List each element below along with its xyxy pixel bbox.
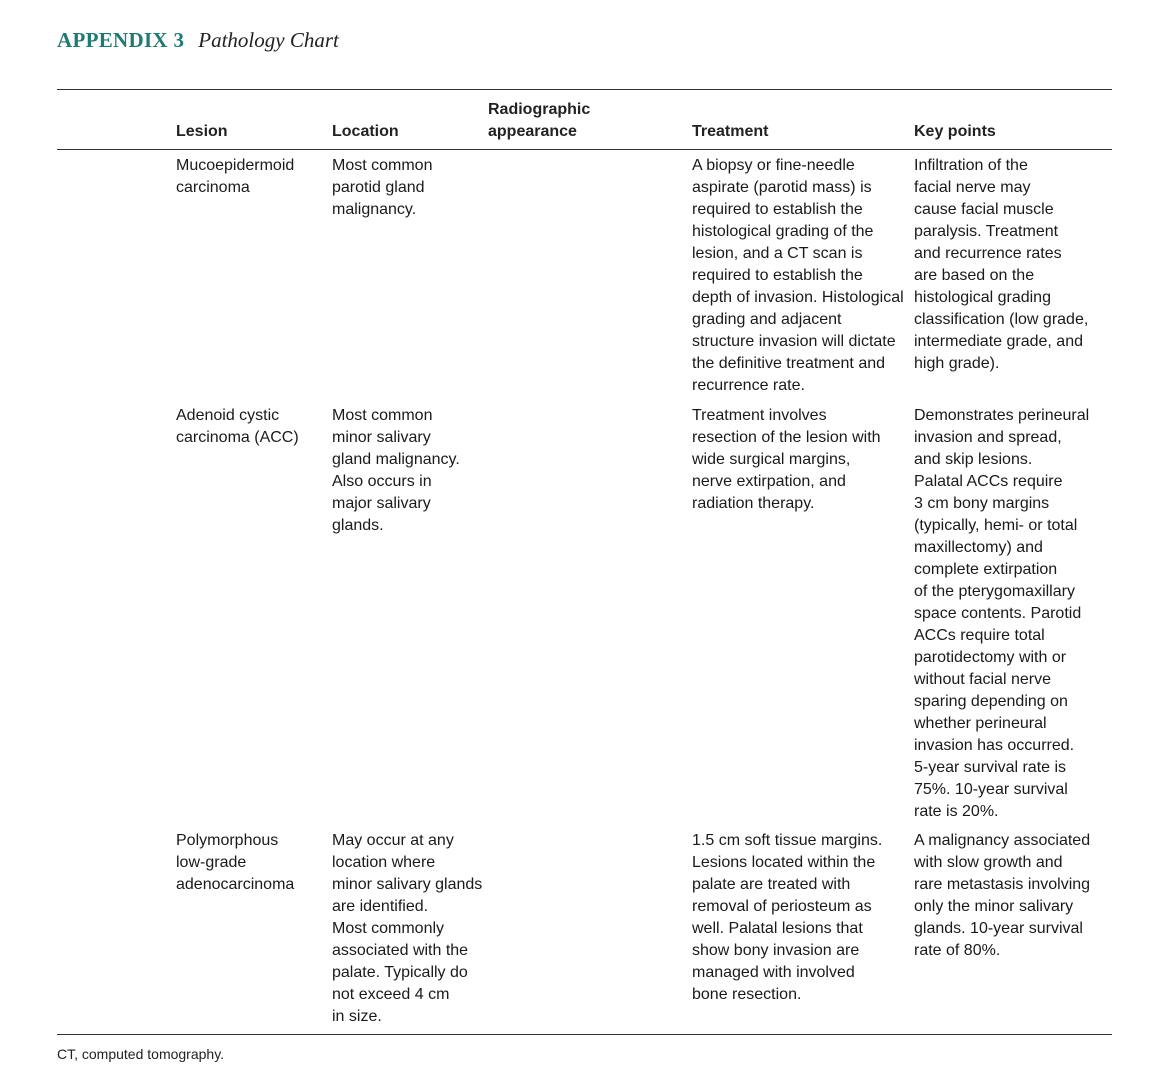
- chart-title: Pathology Chart: [198, 28, 339, 52]
- appendix-label: APPENDIX 3: [57, 28, 185, 52]
- table-footnote: CT, computed tomography.: [57, 1046, 225, 1062]
- row-3-key-points: A malignancy associated with slow growth and rare metastasis involving only the minor salivary glands. 10-year survival rate of 80%.: [914, 832, 1091, 959]
- table-top-rule: [57, 89, 1112, 90]
- row-3-treatment: 1.5 cm soft tissue margins. Lesions located within the palate are treated with removal of periosteum as well. Palatal lesions that show bony invasion are managed with involved bone resection.: [692, 832, 883, 1003]
- column-header-location: Location: [332, 123, 399, 140]
- appendix-heading: [57, 28, 339, 53]
- row-3-location: May occur at any location where minor salivary glands are identified. Most commonly associated with the palate. Typically do not exceed 4 cm in size.: [332, 832, 483, 1025]
- row-2-key-points: Demonstrates perineural invasion and spread, and skip lesions. Palatal ACCs require 3 cm bony margins (typically, hemi- or total maxillectomy) and complete extirpation of the pterygomaxillary space contents. Parotid ACCs require total parotidectomy with or without facial nerve sparing depending on whether perineural invasion has occurred. 5-year survival rate is 75%. 10-year survival rate is 20%.: [914, 407, 1090, 820]
- column-header-key-points: Key points: [914, 123, 996, 140]
- row-3-lesion: Polymorphous low-grade adenocarcinoma: [176, 832, 295, 893]
- row-2-lesion: Adenoid cystic carcinoma (ACC): [176, 407, 299, 446]
- column-header-lesion: Lesion: [176, 123, 228, 140]
- table-bottom-rule: [57, 1034, 1112, 1035]
- row-1-treatment: A biopsy or fine-needle aspirate (parotid mass) is required to establish the histological grading of the lesion, and a CT scan is required to establish the depth of invasion. Histological grading and adjacent structure invasion will dictate the definitive treatment and recurrence rate.: [692, 157, 904, 394]
- row-2-treatment: Treatment involves resection of the lesion with wide surgical margins, nerve extirpation, and radiation therapy.: [692, 407, 881, 512]
- row-1-key-points: Infiltration of the facial nerve may cause facial muscle paralysis. Treatment and recurrence rates are based on the histological grading classification (low grade, intermediate grade, and high grade).: [914, 157, 1089, 372]
- row-2-location: Most common minor salivary gland malignancy. Also occurs in major salivary glands.: [332, 407, 460, 534]
- row-1-lesion: Mucoepidermoid carcinoma: [176, 157, 295, 196]
- row-1-location: Most common parotid gland malignancy.: [332, 157, 433, 218]
- table-header-rule: [57, 149, 1112, 150]
- column-header-treatment: Treatment: [692, 123, 769, 140]
- column-header-radiographic-appearance: Radiographic appearance: [488, 101, 591, 140]
